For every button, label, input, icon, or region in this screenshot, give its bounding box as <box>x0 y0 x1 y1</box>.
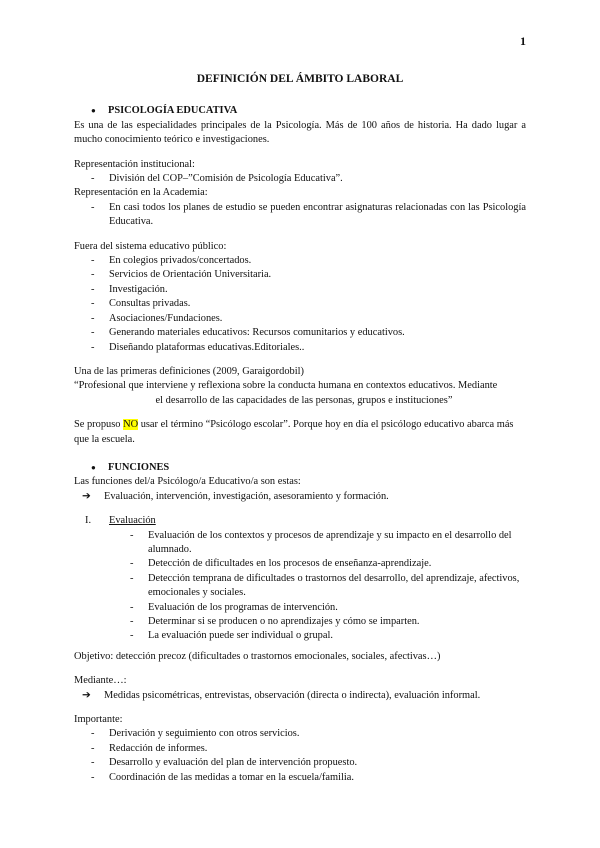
fuera-sistema-list <box>74 254 526 355</box>
definicion-quote <box>74 379 526 408</box>
bullet-icon: ● <box>91 106 96 116</box>
page-title: DEFINICIÓN DEL ÁMBITO LABORAL <box>196 73 404 85</box>
list-item: - La evaluación puede ser individual o grupal. <box>130 630 333 642</box>
list-item: - División del COP–”Comisión de Psicología Educativa”. <box>91 173 343 185</box>
list-item: - Investigación. <box>91 283 168 295</box>
bullet-icon: ● <box>91 462 96 472</box>
importante-list <box>74 727 526 785</box>
list-item: - En colegios privados/concertados. <box>91 255 252 267</box>
rep-academia-list <box>74 201 526 230</box>
list-item: - Determinar si se producen o no aprendizajes y cómo se imparten. <box>130 616 420 627</box>
escolar-note: Se propuso NO usar el término “Psicólogo escolar”. Porque hoy en día el psicólogo educativo abarca más que la escuela. <box>74 419 514 445</box>
definicion-label: Una de las primeras definiciones (2009, Garaigordobil) <box>74 365 304 377</box>
funciones-arrow-list <box>74 490 526 504</box>
rep-institucional-label: Representación institucional: <box>74 158 195 170</box>
arrow-right-icon: ➔ <box>82 490 91 502</box>
list-item: - Servicios de Orientación Universitaria. <box>91 269 272 281</box>
list-item: ➔ Medidas psicométricas, entrevistas, observación (directa o indirecta), evaluación informal. <box>74 689 526 703</box>
intro-paragraph: Es una de las especialidades principales de la Psicología. Más de 100 años de historia. Ha dado lugar a mucho conocimiento teórico e investigaciones. <box>74 119 526 146</box>
objetivo-text: Objetivo: detección precoz (dificultades o trastornos emocionales, sociales, afectivas…) <box>74 650 441 662</box>
quote-line-1: “Profesional que interviene y reflexiona sobre la conducta humana en contextos educativos. Mediante <box>74 380 498 392</box>
fuera-sistema-label: Fuera del sistema educativo público: <box>74 240 227 252</box>
rep-academia-label: Representación en la Academia: <box>74 187 208 199</box>
importante-label: Importante: <box>74 714 123 726</box>
highlighted-word: NO <box>123 419 139 431</box>
section-heading-psicologia <box>91 104 526 118</box>
list-item: - Detección temprana de dificultades o trastornos del desarrollo, del aprendizaje, afectivos, emocionales y sociales. <box>130 572 520 599</box>
section-heading-text: PSICOLOGÍA EDUCATIVA <box>108 105 238 117</box>
rep-institucional-list <box>74 172 526 186</box>
evaluacion-list <box>74 529 526 644</box>
list-item: - Evaluación de los contextos y procesos de aprendizaje y su impacto en el desarrollo del alumnado. <box>130 529 512 555</box>
page-number: 1 <box>520 34 526 48</box>
list-item: - Detección de dificultades en los procesos de enseñanza-aprendizaje. <box>130 558 432 570</box>
document-body <box>74 70 526 785</box>
list-item: - Evaluación de los programas de intervención. <box>130 601 338 613</box>
funciones-intro: Las funciones del/a Psicólogo/a Educativo/a son estas: <box>74 476 301 488</box>
list-item: - Generando materiales educativos: Recursos comunitarios y educativos. <box>91 327 405 339</box>
list-item: - Derivación y seguimiento con otros servicios. <box>91 728 300 740</box>
list-item: - Consultas privadas. <box>91 298 191 310</box>
arrow-right-icon: ➔ <box>82 689 91 701</box>
list-item: - Asociaciones/Fundaciones. <box>91 312 223 324</box>
list-item: ➔ Evaluación, intervención, investigación, asesoramiento y formación. <box>74 490 526 504</box>
list-item: - Desarrollo y evaluación del plan de intervención propuesto. <box>91 757 358 769</box>
section-heading-funciones <box>91 461 526 475</box>
list-item: - Coordinación de las medidas a tomar en la escuela/familia. <box>91 771 354 783</box>
quote-line-2: el desarrollo de las capacidades de las personas, grupos e instituciones” <box>155 394 453 406</box>
mediante-list <box>74 689 526 703</box>
section-heading-text: FUNCIONES <box>108 461 170 473</box>
list-item: - Redacción de informes. <box>91 742 208 754</box>
list-item: - En casi todos los planes de estudio se pueden encontrar asignaturas relacionadas con las Psicología Educativa. <box>91 201 526 228</box>
list-item: - Diseñando plataformas educativas.Editoriales.. <box>91 341 305 353</box>
mediante-label: Mediante…: <box>74 675 127 687</box>
subsection-heading-evaluacion: I. Evaluación <box>85 515 156 527</box>
